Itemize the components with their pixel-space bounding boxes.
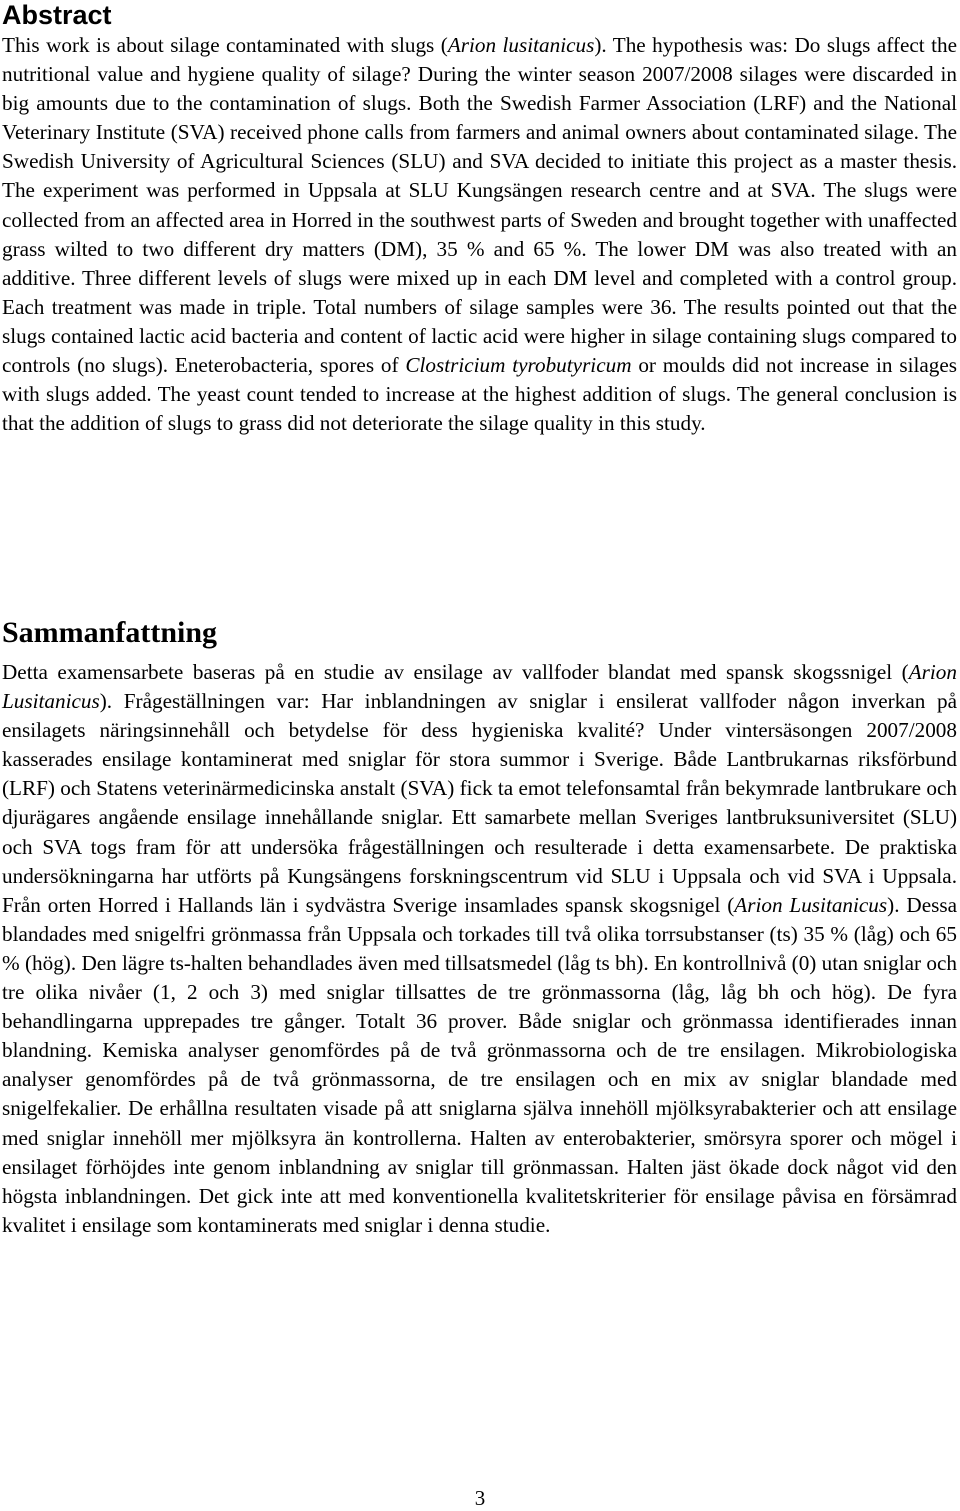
summary-text-1: Detta examensarbete baseras på en studie av ensilage av vallfoder blandat med spansk skogssnigel ( bbox=[2, 660, 909, 684]
summary-heading: Sammanfattning bbox=[2, 616, 218, 649]
abstract-species-name: Arion lusitanicus bbox=[447, 33, 595, 57]
abstract-text-2: ). The hypothesis was: Do slugs affect the nutritional value and hygiene quality of silage? During the winter season 2007/2008 silages were discarded in big amounts due to the contamination of slugs. Both the Swedish Farmer Association (LRF) and the National Veterinary Institute (SVA) received phone calls from farmers and animal owners about contaminated silage. The Swedish University of Agricultural Sciences (SLU) and SVA decided to initiate this project as a master thesis. The experiment was performed in Uppsala at SLU Kungsängen research centre and at SVA. The slugs were collected from an affected area in Horred in the southwest parts of Sweden and brought together with unaffected grass wilted to two different dry matters (DM), 35 % and 65 %. The lower DM was also treated with an additive. Three different levels of slugs were mixed up in each DM level and completed with a control group. Each treatment was made in triple. Total numbers of silage samples were 36. The results pointed out that the slugs contained lactic acid bacteria and content of lactic acid were higher in silage containing slugs compared to controls (no slugs). Eneterobacteria, spores of bbox=[2, 33, 958, 378]
summary-species-name-2: Arion Lusitanicus bbox=[734, 892, 888, 917]
summary-section bbox=[2, 615, 957, 1240]
summary-species-name-1: Arion Lusitanicus bbox=[2, 660, 957, 714]
abstract-paragraph bbox=[2, 31, 957, 438]
summary-text-3: ). Dessa blandades med snigelfri grönmassa från Uppsala och torkades till två olika torrsubstanser (ts) 35 % (låg) och 65 % (hög). Den lägre ts-halten behandlades även med tillsatsmedel (låg ts bh). En kontrollnivå (0) utan sniglar och tre olika nivåer (1, 2 och 3) med sniglar tillsattes de tre grönmassorna (låg, låg bh och hög). De fyra behandlingarna upprepades tre gånger. Totalt 36 prover. Både sniglar och grönmassa identifierades innan blandning. Kemiska analyser genomfördes på de två grönmassorna och de tre ensilagen. Mikrobiologiska analyser genomfördes på de två grönmassorna, de tre ensilagen och en mix av sniglar blandade med snigelfekalier. De erhållna resultaten visade på att sniglarna själva innehöll mjölksyrabakterier och att ensilage med sniglar innehöll mer mjölksyra än kontrollerna. Halten av enterobakterier, smörsyra sporer och mögel i ensilaget förhöjdes inte genom inblandning av sniglar till grönmassan. Halten jäst ökade dock något vid den högsta inblandningen. Det gick inte att med konventionella kvalitetskriterier för ensilage påvisa en försämrad kvalitet i ensilage som kontaminerats med sniglar i denna studie. bbox=[2, 892, 957, 1237]
summary-paragraph bbox=[2, 658, 957, 1240]
abstract-text-3: or moulds did not increase in silages with slugs added. The yeast count tended to increase at the highest addition of slugs. The general conclusion is that the addition of slugs to grass did not deteriorate the silage quality in this study. bbox=[2, 353, 957, 436]
abstract-section bbox=[2, 0, 957, 438]
summary-text-2: ). Frågeställningen var: Har inblandningen av sniglar i ensilerat vallfoder någon inverkan på ensilagets näringsinnehåll och betydelse för dess hygieniska kvalité? Under vintersäsongen 2007/2008 kasserades ensilage kontaminerat med sniglar för stora summor i Sverige. Både Lantbrukarnas riksförbund (LRF) och Statens veterinärmedicinska anstalt (SVA) fick ta emot telefonsamtal från bekymrade lantbrukare och djurägares angående ensilage innehållande sniglar. Ett samarbete mellan Sveriges lantbruksuniversitet (SLU) och SVA togs fram för att undersöka frågeställningen och resulterade i detta examensarbete. De praktiska undersökningarna har utförts på Kungsängens forskningscentrum vid SLU i Uppsala och vid SVA i Uppsala. Från orten Horred i Hallands län i sydvästra Sverige insamlades spansk skogsnigel ( bbox=[2, 689, 957, 917]
page-number: 3 bbox=[474, 1486, 486, 1510]
abstract-bacteria-name: Clostricium tyrobutyricum bbox=[405, 353, 632, 378]
abstract-heading: Abstract bbox=[2, 0, 112, 30]
abstract-text-1: This work is about silage contaminated with slugs ( bbox=[2, 33, 448, 57]
